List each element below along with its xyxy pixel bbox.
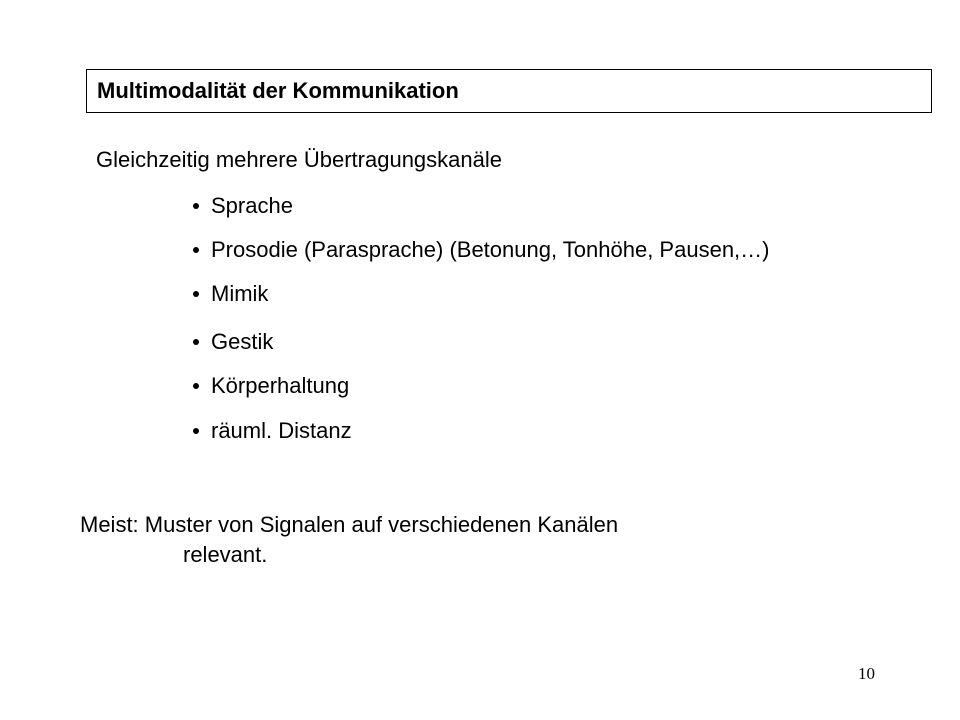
title-box	[86, 69, 932, 113]
list-item-label: Sprache	[211, 193, 293, 218]
list-item	[193, 193, 293, 219]
list-item	[193, 237, 770, 263]
summary-text	[80, 510, 618, 570]
list-item-label: Mimik	[211, 281, 269, 306]
page-number: 10	[858, 664, 875, 683]
bullet-icon	[193, 291, 199, 297]
list-item	[193, 373, 349, 399]
slide-title: Multimodalität der Kommunikation	[97, 78, 459, 103]
bullet-icon	[193, 339, 199, 345]
list-item-label: Gestik	[211, 329, 274, 354]
list-item	[193, 329, 273, 355]
list-item-label: Körperhaltung	[211, 373, 350, 398]
list-item-label: räuml. Distanz	[211, 418, 352, 443]
bullet-icon	[193, 383, 199, 389]
list-item-label: Prosodie (Parasprache) (Betonung, Tonhöhe, Pausen,…)	[211, 237, 770, 262]
bullet-icon	[193, 247, 199, 253]
summary-line: Meist: Muster von Signalen auf verschiedenen Kanälen	[80, 512, 619, 537]
summary-line: relevant.	[183, 542, 268, 567]
list-item	[193, 418, 352, 444]
intro-text: Gleichzeitig mehrere Übertragungskanäle	[96, 147, 502, 172]
bullet-icon	[193, 428, 199, 434]
bullet-icon	[193, 203, 199, 209]
list-item	[193, 281, 268, 307]
